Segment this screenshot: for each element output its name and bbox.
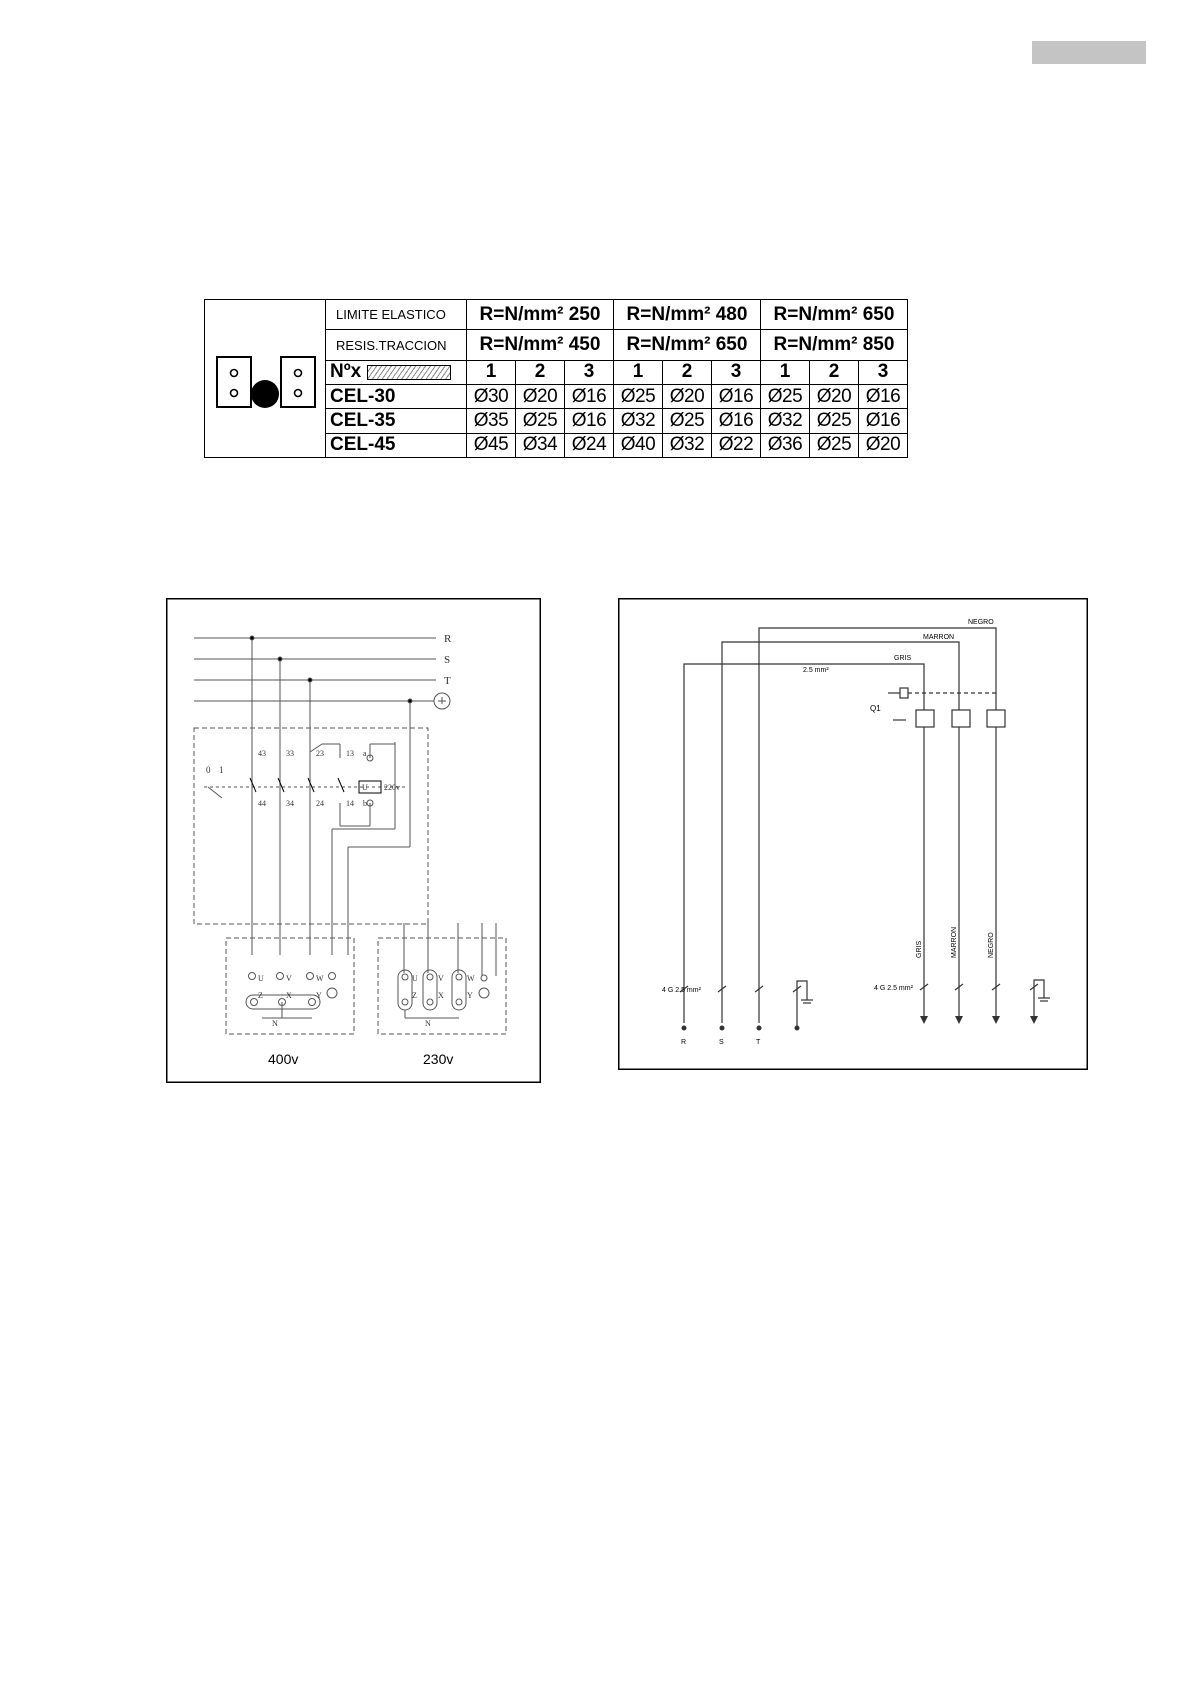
breaker-q1-label: Q1 xyxy=(870,704,881,713)
table-cell: Ø32 xyxy=(761,409,810,433)
terminal-label: U xyxy=(412,974,418,983)
motor-cable-label: 4 G 2.5 mm² xyxy=(874,985,913,992)
table-cell: Ø16 xyxy=(565,409,614,433)
resis-traccion-label: RESIS.TRACCION xyxy=(326,330,467,360)
switch-pos-1: 1 xyxy=(219,765,224,775)
table-cell: Ø16 xyxy=(859,385,908,409)
page-tab-marker xyxy=(1032,41,1146,64)
model-cel-45: CEL-45 xyxy=(326,433,467,457)
column-number: 1 xyxy=(467,360,516,384)
table-cell: Ø45 xyxy=(467,433,516,457)
contact-label: 24 xyxy=(316,799,324,808)
nx-header xyxy=(326,360,467,384)
table-cell: Ø32 xyxy=(663,433,712,457)
model-cel-30: CEL-30 xyxy=(326,385,467,409)
supply-cable-label: 4 G 2.5 mm² xyxy=(662,987,701,994)
wire-label-negro: NEGRO xyxy=(968,619,994,626)
table-cell: Ø16 xyxy=(565,385,614,409)
contact-label: b xyxy=(363,799,367,808)
terminal-label: X xyxy=(286,991,292,1000)
table-cell: Ø25 xyxy=(516,409,565,433)
table-cell: Ø25 xyxy=(810,409,859,433)
cable-section-label: 2.5 mm² xyxy=(803,667,829,674)
terminal-label: U xyxy=(258,974,264,983)
bending-tool-illustration xyxy=(205,300,326,458)
hatched-bar-icon xyxy=(367,365,451,380)
group-3-elastic: R=N/mm² 650 xyxy=(761,300,908,330)
terminal-label: V xyxy=(438,974,444,983)
terminal-label: Z xyxy=(258,991,263,1000)
group-3-traction: R=N/mm² 850 xyxy=(761,330,908,360)
breaker-wiring-diagram xyxy=(618,598,1088,1070)
table-cell: Ø16 xyxy=(859,409,908,433)
table-cell: Ø22 xyxy=(712,433,761,457)
capacity-table xyxy=(204,299,908,458)
column-number: 1 xyxy=(614,360,663,384)
phase-r-label: R xyxy=(444,633,452,645)
nx-label: Nºx xyxy=(330,361,362,383)
terminal-label: W xyxy=(316,974,324,983)
table-cell: Ø25 xyxy=(663,409,712,433)
column-number: 2 xyxy=(663,360,712,384)
column-number: 3 xyxy=(859,360,908,384)
vertical-label-marron: MARRON xyxy=(951,926,958,958)
terminal-label: Y xyxy=(316,991,322,1000)
contact-label: 44 xyxy=(258,799,266,808)
column-number: 2 xyxy=(810,360,859,384)
group-2-traction: R=N/mm² 650 xyxy=(614,330,761,360)
contact-label: 33 xyxy=(286,749,294,758)
caption-400v: 400v xyxy=(268,1051,299,1067)
table-cell: Ø20 xyxy=(859,433,908,457)
table-cell: Ø16 xyxy=(712,409,761,433)
table-cell: Ø20 xyxy=(663,385,712,409)
coil-voltage: 220v xyxy=(384,783,400,792)
terminal-label: W xyxy=(467,974,475,983)
table-cell: Ø30 xyxy=(467,385,516,409)
phase-s-label: S xyxy=(444,654,451,666)
contact-label: 14 xyxy=(346,799,354,808)
table-cell: Ø40 xyxy=(614,433,663,457)
neutral-label: N xyxy=(425,1019,431,1028)
terminal-r-label: R xyxy=(681,1039,687,1046)
vertical-label-gris: GRIS xyxy=(916,940,923,958)
terminal-s-label: S xyxy=(719,1039,724,1046)
table-cell: Ø25 xyxy=(614,385,663,409)
table-cell: Ø34 xyxy=(516,433,565,457)
table-cell: Ø36 xyxy=(761,433,810,457)
contact-label: 34 xyxy=(286,799,294,808)
column-number: 2 xyxy=(516,360,565,384)
column-number: 3 xyxy=(712,360,761,384)
terminal-label: V xyxy=(286,974,292,983)
vertical-label-negro: NEGRO xyxy=(988,932,995,958)
table-cell: Ø20 xyxy=(516,385,565,409)
column-number: 1 xyxy=(761,360,810,384)
terminal-label: X xyxy=(438,991,444,1000)
group-1-elastic: R=N/mm² 250 xyxy=(467,300,614,330)
terminal-label: Y xyxy=(467,991,473,1000)
contact-label: 13 xyxy=(346,749,354,758)
terminal-label: Z xyxy=(412,991,417,1000)
table-cell: Ø35 xyxy=(467,409,516,433)
contact-label: 23 xyxy=(316,749,324,758)
wire-label-gris: GRIS xyxy=(894,655,912,662)
table-cell: Ø20 xyxy=(810,385,859,409)
terminal-t-label: T xyxy=(756,1039,761,1046)
roller-die-icon xyxy=(205,300,325,452)
coil-label: U xyxy=(362,783,368,792)
phase-t-label: T xyxy=(444,675,451,687)
column-number: 3 xyxy=(565,360,614,384)
contact-label: a xyxy=(363,749,367,758)
table-cell: Ø24 xyxy=(565,433,614,457)
limite-elastico-label: LIMITE ELASTICO xyxy=(326,300,467,330)
switch-pos-0: 0 xyxy=(206,765,211,775)
table-cell: Ø16 xyxy=(712,385,761,409)
wire-label-marron: MARRON xyxy=(923,634,955,641)
motor-wiring-diagram xyxy=(166,598,541,1083)
table-cell: Ø25 xyxy=(761,385,810,409)
neutral-label: N xyxy=(272,1019,278,1028)
table-cell: Ø32 xyxy=(614,409,663,433)
contact-label: 43 xyxy=(258,749,266,758)
table-cell: Ø25 xyxy=(810,433,859,457)
group-1-traction: R=N/mm² 450 xyxy=(467,330,614,360)
caption-230v: 230v xyxy=(423,1051,454,1067)
group-2-elastic: R=N/mm² 480 xyxy=(614,300,761,330)
model-cel-35: CEL-35 xyxy=(326,409,467,433)
